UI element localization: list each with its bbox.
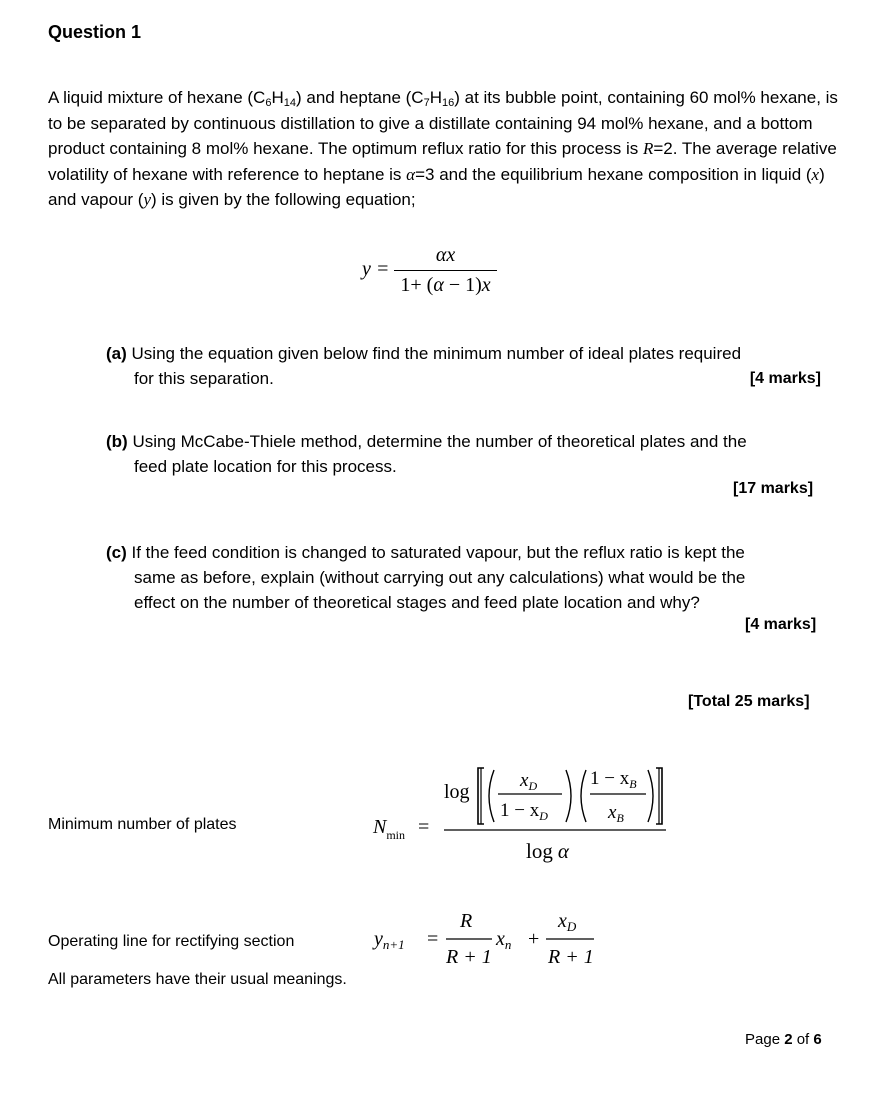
one-minus-xb: $1 - x_B$ <box>590 768 637 791</box>
min-plates-label: Minimum number of plates <box>48 816 237 833</box>
nmin-log: log <box>444 781 470 803</box>
question-title: Question 1 <box>48 22 142 42</box>
op-Rp1b: R + 1 <box>548 946 594 968</box>
page-number: Page 2 of 6 <box>745 1031 822 1048</box>
equilibrium-fraction: $\frac{\alpha x}{1+ (\alpha - 1)x}$ <box>394 244 496 297</box>
op-lhs: $y_{n+1}$ <box>374 928 405 952</box>
part-a: (a) Using the equation given below find the minimum number of ideal plates required for this separation. [4 marks] <box>106 341 821 391</box>
paren-1-left <box>489 770 494 822</box>
part-a-marks: [4 marks] <box>749 370 821 387</box>
op-xn: $x_n$ <box>496 928 512 952</box>
op-xd: $x_D$ <box>558 910 577 934</box>
one-minus-xd: $1 - x_D$ <box>500 800 548 823</box>
xb-den: $x_B$ <box>608 802 624 825</box>
nmin-lhs: $N_{min}$ = <box>373 816 430 842</box>
part-b-marks: [17 marks] <box>733 480 814 497</box>
op-plus: + <box>528 928 540 950</box>
paren-1-right <box>566 770 571 822</box>
op-Rp1: R + 1 <box>446 946 492 968</box>
op-R: R <box>460 910 473 932</box>
params-note: All parameters have their usual meanings. <box>48 971 347 988</box>
paren-2-right <box>648 770 653 822</box>
part-c: (c) If the feed condition is changed to saturated vapour, but the reflux ratio is kept the same as before, explain (without carrying out any calculations) what would be the effect on the number of theoretical stages and feed plate location and why? <box>106 543 746 612</box>
equilibrium-equation: y = $\frac{\alpha x}{1+ (\alpha - 1)x}$ <box>362 244 497 297</box>
nmin-formula <box>440 762 670 872</box>
log-alpha: log α <box>526 839 569 863</box>
paren-2-left <box>581 770 586 822</box>
op-line-label: Operating line for rectifying section <box>48 933 295 950</box>
xd-num: $x_D$ <box>520 770 538 793</box>
op-line-formula <box>372 905 612 971</box>
part-b: (b) Using McCabe-Thiele method, determine the number of theoretical plates and the feed plate location for this process. <box>106 432 747 476</box>
question-intro: A liquid mixture of hexane $(C_6H_{14})$ and heptane $(C_7H_{16})$ at its bubble point, containing 60 mol% hexane, is to be separated by continuous distillation to give a distillate containing 94 mol% hexane, and a bottom product containing 8 mol% hexane. The optimum reflux ratio for this process is R=2. The average relative volatility of hexane with reference to heptane is α=3 and the equilibrium hexane composition in liquid (x) and vapour (y) is given by the following equation; <box>48 88 838 209</box>
part-c-marks: [4 marks] <box>745 616 817 633</box>
op-eq: = <box>427 928 439 950</box>
total-marks: [Total 25 marks] <box>688 693 810 710</box>
